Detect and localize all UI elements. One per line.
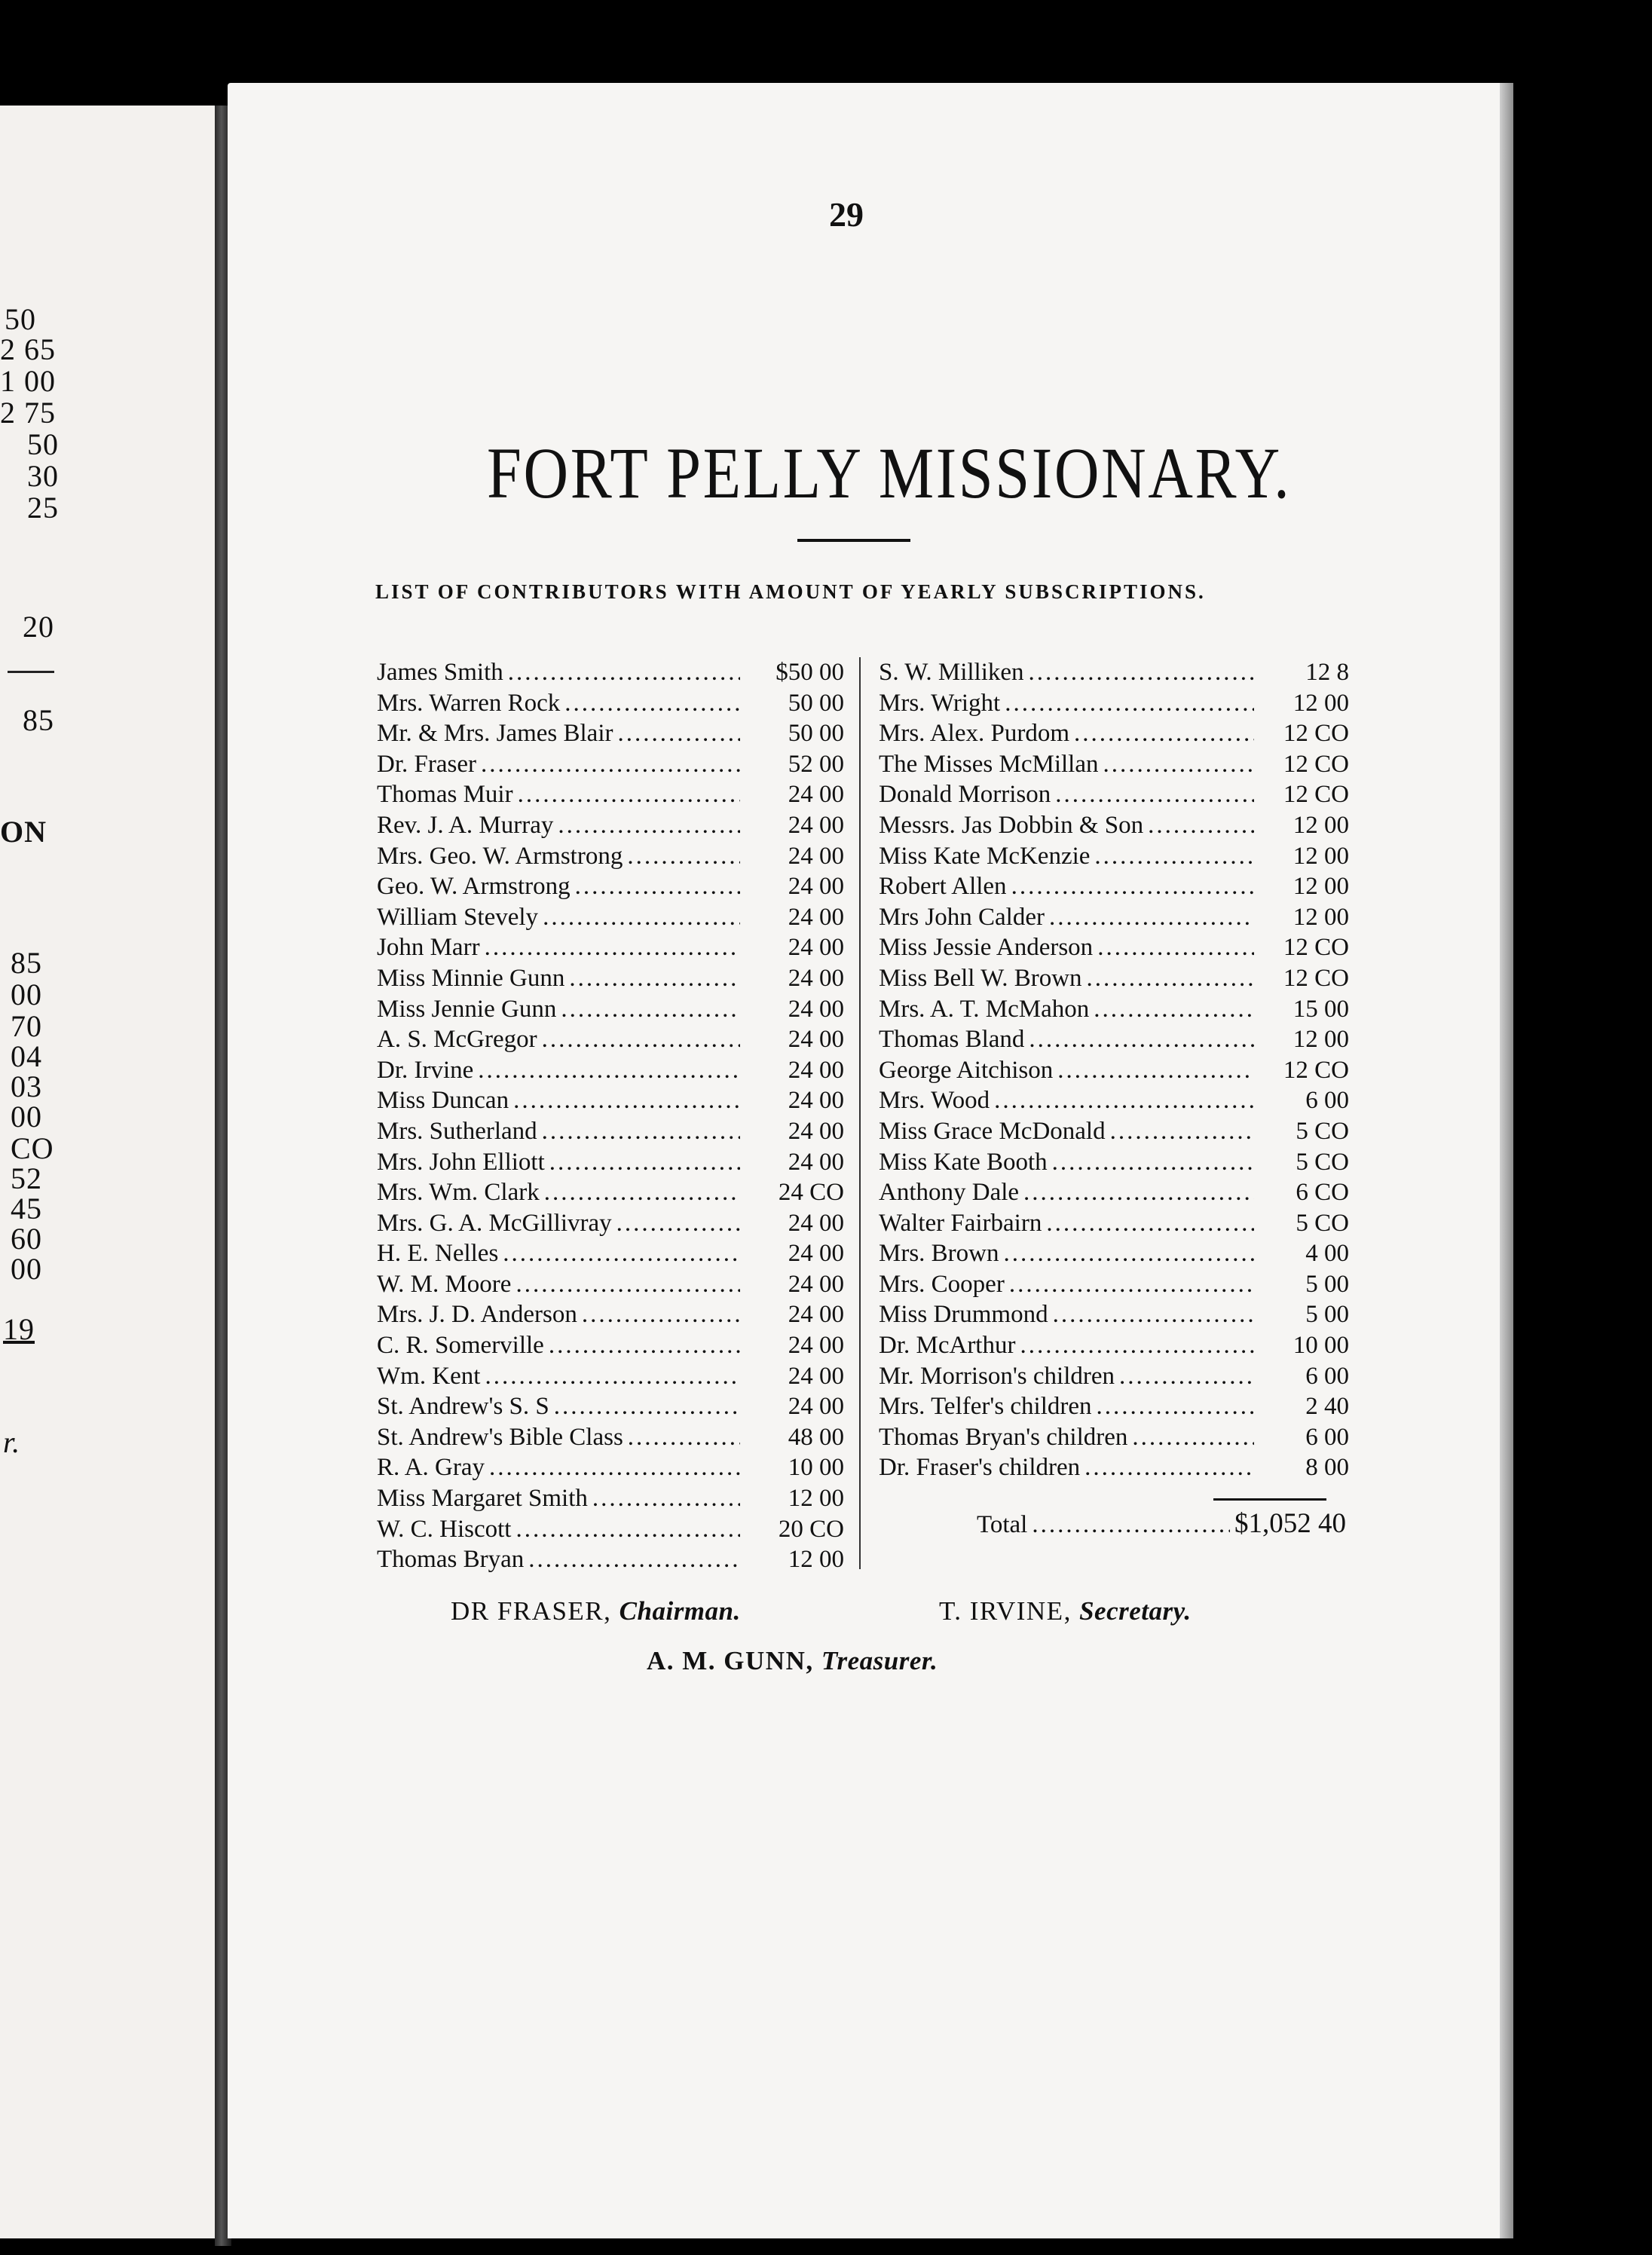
contributor-name: Donald Morrison [879,781,1051,809]
contributor-amount: 5 00 [1305,1301,1349,1329]
dot-leader [478,1055,740,1085]
contributor-row [879,1024,1349,1055]
contributor-row [879,841,1349,872]
dot-leader [543,902,740,932]
contributor-amount: 24 00 [788,842,844,870]
left-fragment-line: ON [0,815,47,849]
contributor-row [377,1452,844,1483]
contributor-row [879,718,1349,749]
contributor-row [377,749,844,780]
contributor-amount: 24 00 [788,1209,844,1237]
contributor-amount: 5 00 [1305,1270,1349,1298]
dot-leader [616,1208,740,1238]
contributor-name: W. C. Hiscott [377,1515,512,1543]
dot-leader [617,718,740,748]
left-fragment-line: 25 [27,491,59,525]
left-fragment-line: 19 [3,1312,35,1346]
contributor-name: H. E. Nelles [377,1240,499,1268]
dot-leader [575,871,740,901]
contributor-amount: 52 00 [788,750,844,778]
dot-leader [544,1177,740,1207]
total-label: Total [977,1511,1028,1538]
left-fragment-line: 20 [23,610,54,644]
contributor-name: A. S. McGregor [377,1026,537,1054]
contributor-name: Robert Allen [879,873,1007,901]
secretary-line [939,1596,1192,1626]
contributor-row [879,1330,1349,1361]
left-fragment-line: 03 [11,1069,42,1103]
contributor-name: Miss Margaret Smith [377,1485,588,1513]
contributor-amount: 24 CO [778,1179,844,1207]
dot-leader [627,841,740,871]
contributor-name: Mrs. John Elliott [377,1148,545,1176]
treasurer-name: A. M. GUNN, [647,1646,814,1675]
dot-leader [1029,657,1254,687]
dot-leader [508,657,740,687]
dot-leader [518,779,740,809]
dot-leader [485,932,740,962]
dot-leader [1057,1055,1254,1085]
contributor-name: Mrs. Wm. Clark [377,1179,540,1207]
contributor-row [377,1024,844,1055]
contributor-row [377,1269,844,1300]
dot-leader [515,1514,740,1544]
contributor-amount: 24 00 [788,1056,844,1084]
left-fragment-line: 00 [11,978,42,1011]
contributor-name: Miss Kate Booth [879,1148,1048,1176]
contributor-amount: 4 00 [1305,1240,1349,1268]
left-fragment-line: 04 [11,1039,42,1073]
left-fragment-line: CO [11,1131,54,1165]
contributor-amount: 5 CO [1296,1209,1349,1237]
contributor-amount: 24 00 [788,1026,844,1054]
contributor-name: Mrs. Brown [879,1240,999,1268]
title-rule [797,539,910,542]
treasurer-role: Treasurer. [821,1646,938,1675]
total-row [977,1507,1346,1540]
contributor-amount: 24 00 [788,1332,844,1360]
contributor-row [377,1177,844,1208]
contributor-name: Thomas Muir [377,781,513,809]
contributor-row [879,1177,1349,1208]
dot-leader [994,1085,1254,1115]
dot-leader [1005,688,1254,718]
chairman-name: DR FRASER, [451,1596,612,1626]
contributor-row [377,1147,844,1178]
contributor-name: Miss Jessie Anderson [879,934,1094,962]
dot-leader [1132,1422,1254,1452]
contributor-amount: 24 00 [788,873,844,901]
contributor-name: Rev. J. A. Murray [377,811,554,839]
left-fragment-rule [8,671,54,673]
contributor-row [377,963,844,994]
contributor-row [879,1452,1349,1483]
contributor-amount: 50 00 [788,689,844,717]
contributor-row [879,1085,1349,1116]
contributor-amount: 24 00 [788,934,844,962]
contributor-row [377,994,844,1025]
contributor-name: Mrs. Geo. W. Armstrong [377,842,623,870]
dot-leader [528,1544,740,1574]
contributor-row [879,1055,1349,1086]
contributor-row [377,1544,844,1575]
contributor-amount: 12 CO [1283,964,1349,992]
contributor-row [879,902,1349,933]
dot-leader [1103,749,1254,779]
contributor-name: Dr. Fraser [377,750,476,778]
contributor-name: Thomas Bryan's children [879,1423,1128,1451]
contributor-amount: 20 CO [778,1515,844,1543]
contributor-amount: 10 00 [788,1454,844,1482]
contributor-row [377,1422,844,1453]
contributor-amount: 24 00 [788,1362,844,1390]
contributor-name: Thomas Bland [879,1026,1025,1054]
contributor-row [377,810,844,841]
contributor-name: S. W. Milliken [879,659,1024,686]
contributor-amount: 24 00 [788,811,844,839]
left-fragment-line: 70 [11,1009,42,1043]
left-fragment-line: 85 [23,703,54,737]
dot-leader [592,1483,740,1513]
dot-leader [554,1391,740,1421]
contributor-name: Miss Grace McDonald [879,1117,1106,1145]
contributor-name: Geo. W. Armstrong [377,873,571,901]
contributor-name: John Marr [377,934,480,962]
contributor-amount: 12 00 [788,1485,844,1513]
contributor-name: Mrs John Calder [879,903,1045,931]
contributor-name: St. Andrew's Bible Class [377,1423,623,1451]
left-fragment-line: 52 [11,1161,42,1195]
contributor-name: George Aitchison [879,1056,1054,1084]
dot-leader [1074,718,1254,748]
contributor-name: James Smith [377,659,503,686]
contributor-name: Dr. Fraser's children [879,1454,1081,1482]
contributor-row [879,810,1349,841]
dot-leader [1148,810,1254,840]
contributor-name: Mrs. Sutherland [377,1117,537,1145]
contributor-row [377,1208,844,1239]
contributor-row [879,932,1349,963]
contributor-name: Miss Minnie Gunn [377,964,565,992]
left-fragment-line: 00 [11,1252,42,1286]
dot-leader [582,1299,740,1329]
contributor-name: Miss Duncan [377,1087,509,1115]
contributors-left-column [377,657,844,1575]
contributor-row [377,1116,844,1147]
contributor-name: St. Andrew's S. S [377,1393,549,1421]
contributor-amount: 12 CO [1283,1056,1349,1084]
contributor-amount: 50 00 [788,720,844,748]
left-fragment-line: r. [3,1425,21,1459]
dot-leader [1046,1208,1254,1238]
contributor-row [879,1238,1349,1269]
contributor-row [879,871,1349,902]
dot-leader [503,1238,740,1268]
secretary-role: Secretary. [1079,1596,1192,1626]
contributor-amount: 5 CO [1296,1148,1349,1176]
contributor-name: Messrs. Jas Dobbin & Son [879,811,1144,839]
dot-leader [515,1269,740,1299]
dot-leader [542,1024,740,1054]
contributor-row [377,1299,844,1330]
contributor-name: W. M. Moore [377,1270,512,1298]
chairman-line [451,1596,741,1626]
contributor-amount: 12 00 [1293,689,1349,717]
contributor-amount: 12 CO [1283,934,1349,962]
contributor-name: Mrs. Warren Rock [377,689,561,717]
contributor-name: Anthony Dale [879,1179,1020,1207]
contributor-name: Mrs. Wright [879,689,1001,717]
contributor-amount: 24 00 [788,1393,844,1421]
contributor-amount: 12 CO [1283,750,1349,778]
dot-leader [1110,1116,1254,1146]
dot-leader [1087,963,1254,993]
dot-leader [1029,1024,1254,1054]
dot-leader [1094,841,1254,871]
treasurer-line [647,1646,938,1676]
page-title: FORT PELLY MISSIONARY. [487,433,1292,513]
left-fragment-line: 45 [11,1192,42,1225]
chairman-role: Chairman. [619,1596,741,1626]
dot-leader [1055,779,1254,809]
contributor-row [377,718,844,749]
page-subtitle: LIST OF CONTRIBUTORS WITH AMOUNT OF YEARLY SUBSCRIPTIONS. [375,580,1206,603]
contributor-amount: 24 00 [788,1148,844,1176]
contributor-amount: 24 00 [788,903,844,931]
contributor-name: C. R. Somerville [377,1332,544,1360]
contributor-name: Mrs. Alex. Purdom [879,720,1070,748]
total-rule [1213,1498,1326,1501]
contributor-row [879,1208,1349,1239]
contributor-row [377,1330,844,1361]
dot-leader [1020,1330,1254,1360]
dot-leader [1097,1391,1254,1421]
contributor-row [879,1116,1349,1147]
contributor-row [377,688,844,719]
left-fragment-line: 60 [11,1222,42,1256]
dot-leader [1052,1147,1254,1177]
contributor-row [377,1514,844,1545]
contributor-row [879,1299,1349,1330]
contributor-name: Miss Kate McKenzie [879,842,1091,870]
contributor-amount: 2 40 [1305,1393,1349,1421]
dot-leader [1023,1177,1254,1207]
contributor-name: William Stevely [377,903,539,931]
contributor-name: Mrs. Wood [879,1087,990,1115]
contributor-row [377,1085,844,1116]
column-divider [859,657,861,1569]
dot-leader [481,749,740,779]
contributor-name: Mrs. Telfer's children [879,1393,1092,1421]
contributor-name: Mrs. G. A. McGillivray [377,1209,612,1237]
contributor-row [879,1361,1349,1392]
contributor-amount: 12 8 [1305,659,1349,686]
contributor-amount: $50 00 [776,659,844,686]
contributor-row [879,994,1349,1025]
contributor-row [377,1361,844,1392]
contributor-amount: 12 00 [1293,903,1349,931]
contributor-amount: 12 00 [1293,842,1349,870]
contributor-row [879,963,1349,994]
left-fragment-line: 85 [11,946,42,980]
dot-leader [513,1085,740,1115]
contributor-row [879,1422,1349,1453]
contributor-row [879,1269,1349,1300]
contributor-row [377,841,844,872]
total-amount: $1,052 40 [1234,1508,1346,1539]
contributor-amount: 24 00 [788,1270,844,1298]
contributor-name: Dr. Irvine [377,1056,474,1084]
contributor-amount: 24 00 [788,1087,844,1115]
dot-leader [564,688,740,718]
left-fragment-line: 1 00 [0,364,56,398]
left-fragment-line: 50 [27,427,59,461]
contributor-name: Wm. Kent [377,1362,481,1390]
contributor-name: Mrs. J. D. Anderson [377,1301,577,1329]
left-fragment-line: 30 [27,459,59,493]
contributor-row [879,1147,1349,1178]
contributor-amount: 12 CO [1283,720,1349,748]
contributor-name: Mrs. Cooper [879,1270,1005,1298]
page-number: 29 [829,195,864,234]
secretary-name: T. IRVINE, [939,1596,1072,1626]
contributor-row [377,1238,844,1269]
dot-leader [1011,871,1254,901]
dot-leader [1049,902,1254,932]
page-edge [1500,83,1513,2238]
contributor-row [377,1391,844,1422]
contributor-row [879,779,1349,810]
contributor-name: Miss Bell W. Brown [879,964,1082,992]
dot-leader [1009,1269,1254,1299]
dot-leader [561,994,740,1024]
contributor-row [377,779,844,810]
contributor-amount: 24 00 [788,995,844,1023]
dot-leader [1085,1452,1254,1482]
dot-leader [1053,1299,1254,1329]
contributor-row [377,657,844,688]
dot-leader [485,1361,740,1391]
contributor-row [879,688,1349,719]
left-fragment-line: 2 75 [0,396,56,430]
contributor-name: Mrs. A. T. McMahon [879,995,1090,1023]
dot-leader [549,1330,740,1360]
contributor-row [377,1055,844,1086]
contributor-amount: 12 CO [1283,781,1349,809]
contributor-amount: 10 00 [1293,1332,1349,1360]
contributor-amount: 48 00 [788,1423,844,1451]
contributor-row [879,1391,1349,1422]
contributor-amount: 24 00 [788,1117,844,1145]
contributor-row [377,1483,844,1514]
contributor-amount: 24 00 [788,1240,844,1268]
contributor-amount: 6 CO [1296,1179,1349,1207]
contributor-row [879,749,1349,780]
dot-leader [549,1147,740,1177]
contributor-amount: 8 00 [1305,1454,1349,1482]
contributor-amount: 12 00 [1293,873,1349,901]
contributor-amount: 6 00 [1305,1423,1349,1451]
contributor-name: Miss Drummond [879,1301,1048,1329]
dot-leader [628,1422,740,1452]
dot-leader [1004,1238,1254,1268]
dot-leader [1032,1511,1230,1539]
contributor-amount: 5 CO [1296,1117,1349,1145]
dot-leader [1119,1361,1254,1391]
left-fragment-line: 2 65 [0,332,56,366]
dot-leader [1094,994,1254,1024]
contributor-amount: 24 00 [788,1301,844,1329]
contributor-amount: 12 00 [788,1546,844,1574]
contributor-amount: 6 00 [1305,1087,1349,1115]
contributor-amount: 24 00 [788,964,844,992]
left-fragment-line: 00 [11,1100,42,1134]
dot-leader [558,810,740,840]
dot-leader [1097,932,1254,962]
contributor-name: R. A. Gray [377,1454,485,1482]
contributor-row [879,657,1349,688]
contributors-right-column [879,657,1349,1483]
contributor-name: Miss Jennie Gunn [377,995,557,1023]
contributor-row [377,932,844,963]
contributor-amount: 12 00 [1293,811,1349,839]
dot-leader [542,1116,740,1146]
dot-leader [569,963,740,993]
contributor-name: Mr. Morrison's children [879,1362,1115,1390]
contributor-row [377,871,844,902]
contributor-name: Thomas Bryan [377,1546,525,1574]
contributor-name: Dr. McArthur [879,1332,1016,1360]
dot-leader [489,1452,740,1482]
contributor-row [377,902,844,933]
left-fragment-line: 50 [5,302,36,336]
contributor-amount: 12 00 [1293,1026,1349,1054]
contributor-name: The Misses McMillan [879,750,1099,778]
contributor-name: Walter Fairbairn [879,1209,1042,1237]
contributor-amount: 24 00 [788,781,844,809]
contributor-amount: 6 00 [1305,1362,1349,1390]
contributor-amount: 15 00 [1293,995,1349,1023]
contributor-name: Mr. & Mrs. James Blair [377,720,613,748]
